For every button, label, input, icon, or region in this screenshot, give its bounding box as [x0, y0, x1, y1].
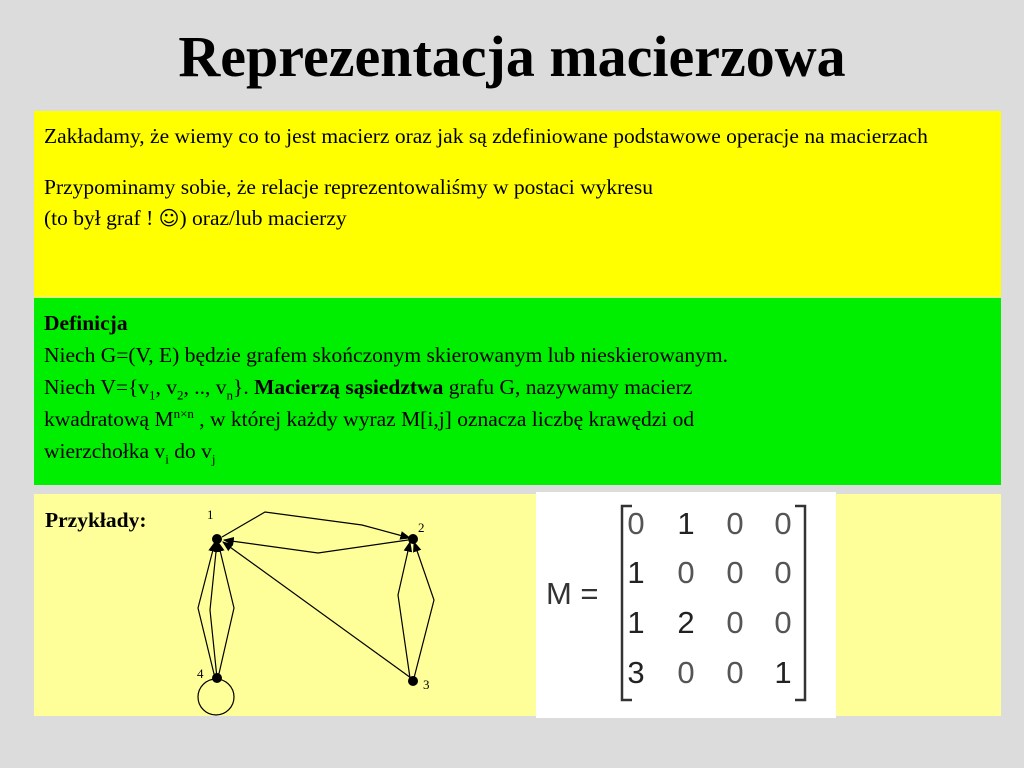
definition-line-3: kwadratową $M^{n\times n}$ , w której każdy wyraz M[i,j] oznacza liczbę krawędzi od: [44, 405, 695, 431]
matrix-cell-2-4: 0: [774, 555, 792, 590]
examples-box: [34, 494, 1001, 716]
matrix-cell-2-3: 0: [726, 555, 744, 590]
edge-2-to-1: [224, 540, 408, 553]
example-graph: [185, 500, 445, 720]
intro-paragraph-1: Zakładamy, że wiemy co to jest macierz oraz jak są zdefiniowane podstawowe operacje na macierzach: [44, 124, 928, 148]
matrix-cell-1-3: 0: [726, 506, 744, 541]
intro-line-1: Przypominamy sobie, że relacje reprezentowaliśmy w postaci wykresu: [44, 175, 653, 199]
adjacency-matrix: [536, 492, 836, 718]
node-label-2: 2: [418, 520, 425, 535]
edge-4-to-1-a: [198, 542, 215, 678]
slide-title: Reprezentacja macierzowa: [178, 24, 846, 89]
node-3: [408, 676, 418, 686]
node-4: [212, 673, 222, 683]
matrix-cell-4-2: 0: [677, 655, 695, 690]
intro-line-2b: ) oraz/lub macierzy: [179, 206, 347, 230]
definition-line-2: Niech $V=\{v_1$, $v_2$, .., $v_n$}. Macierzą sąsiedztwa grafu G, nazywamy macierz: [44, 375, 693, 403]
matrix-right-bracket: [795, 506, 805, 700]
edge-3-to-2-b: [414, 542, 434, 678]
node-label-3: 3: [423, 677, 430, 692]
node-label-1: 1: [207, 507, 214, 522]
edge-1-to-2: [222, 512, 410, 538]
intro-box: [34, 111, 1001, 297]
matrix-cell-2-2: 0: [677, 555, 695, 590]
definition-line-1: Niech G=(V, E) będzie grafem skończonym skierowanym lub nieskierowanym.: [44, 343, 729, 367]
matrix-cell-1-4: 0: [774, 506, 792, 541]
matrix-panel: [536, 492, 836, 718]
edge-3-to-2-a: [398, 542, 410, 678]
definition-box: [34, 298, 1001, 485]
matrix-cell-3-3: 0: [726, 605, 744, 640]
examples-label: Przykłady:: [45, 508, 147, 532]
definition-line-4: wierzchołka $v_i$ do $v_j$: [44, 439, 216, 467]
adjacency-matrix-term: Macierzą sąsiedztwa: [254, 375, 444, 399]
edge-4-to-1-b: [218, 542, 234, 678]
smiley-icon: ☺: [158, 206, 180, 230]
intro-line-2a: (to był graf !: [44, 206, 159, 230]
loop-4: [198, 679, 234, 715]
edge-4-to-1-c: [210, 542, 217, 678]
node-1: [212, 534, 222, 544]
intro-paragraph-2: [44, 172, 991, 234]
definition-heading: Definicja: [44, 311, 128, 335]
matrix-cell-4-3: 0: [726, 655, 744, 690]
node-2: [408, 534, 418, 544]
matrix-cell-3-2: 2: [677, 605, 695, 640]
matrix-cell-3-1: 1: [627, 605, 645, 640]
matrix-cell-4-4: 1: [774, 655, 792, 690]
node-label-4: 4: [197, 666, 204, 681]
matrix-label: M =: [546, 576, 599, 611]
matrix-cell-1-2: 1: [677, 506, 695, 541]
matrix-cell-2-1: 1: [627, 555, 645, 590]
matrix-cell-3-4: 0: [774, 605, 792, 640]
edge-3-to-1: [223, 542, 411, 678]
matrix-cell-4-1: 3: [627, 655, 645, 690]
matrix-cell-1-1: 0: [627, 506, 645, 541]
